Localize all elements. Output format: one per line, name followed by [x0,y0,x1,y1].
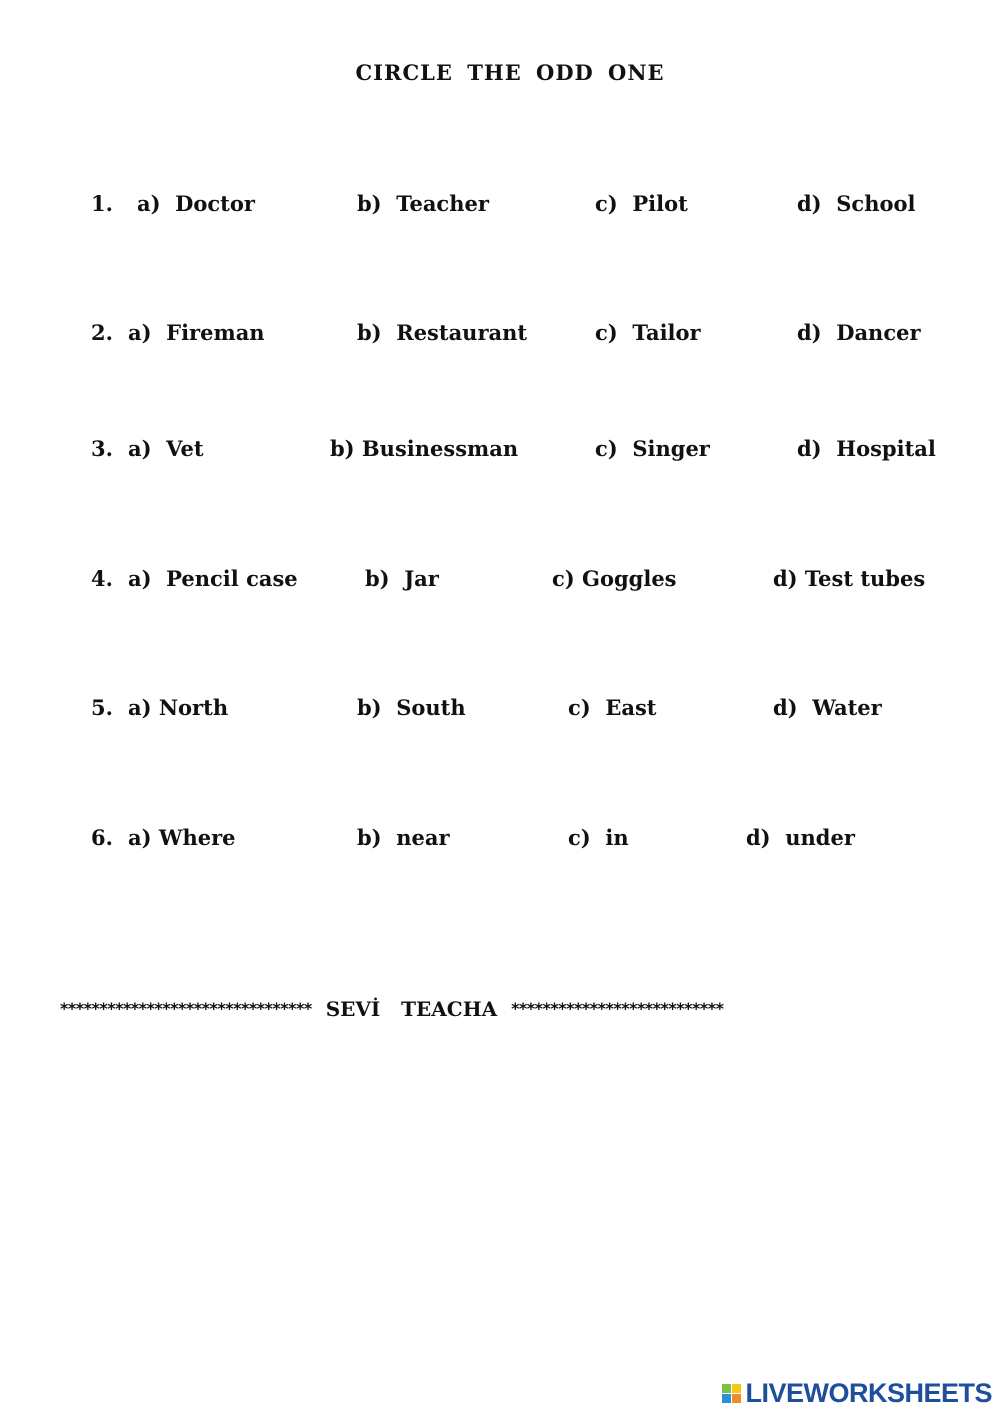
option-d[interactable]: d) School [797,191,916,216]
option-a[interactable]: a) Vet [128,436,204,461]
stars-right: *************************** [511,999,724,1018]
worksheet-title: CIRCLE THE ODD ONE [355,60,665,85]
option-b[interactable]: b) Jar [365,566,439,591]
question-5 [0,695,1000,725]
option-b[interactable]: b) near [357,825,450,850]
question-number: 1. [91,191,113,216]
question-3 [0,436,1000,466]
option-b[interactable]: b) Teacher [357,191,489,216]
option-b[interactable]: b) Businessman [330,436,519,461]
option-c[interactable]: c) in [568,825,629,850]
author-name: SEVİ TEACHA [325,997,498,1021]
option-c[interactable]: c) Goggles [552,566,677,591]
question-6 [0,825,1000,855]
question-1 [0,191,1000,221]
option-a[interactable]: a) Where [128,825,236,850]
question-2 [0,320,1000,350]
liveworksheets-brand [722,1379,992,1407]
option-d[interactable]: d) under [746,825,855,850]
liveworksheets-logo-icon [722,1384,741,1403]
question-number: 5. [91,695,113,720]
option-d[interactable]: d) Water [773,695,882,720]
option-d[interactable]: d) Test tubes [773,566,926,591]
option-c[interactable]: c) East [568,695,657,720]
option-b[interactable]: b) Restaurant [357,320,528,345]
option-a[interactable]: a) Doctor [137,191,255,216]
question-number: 4. [91,566,113,591]
question-number: 2. [91,320,113,345]
option-c[interactable]: c) Pilot [595,191,688,216]
question-number: 6. [91,825,113,850]
author-footer [60,997,723,1021]
option-a[interactable]: a) Fireman [128,320,265,345]
question-4 [0,566,1000,596]
option-d[interactable]: d) Dancer [797,320,921,345]
option-c[interactable]: c) Tailor [595,320,701,345]
option-b[interactable]: b) South [357,695,466,720]
option-a[interactable]: a) North [128,695,229,720]
option-d[interactable]: d) Hospital [797,436,936,461]
option-c[interactable]: c) Singer [595,436,710,461]
question-number: 3. [91,436,113,461]
stars-left: ******************************** [60,999,312,1018]
option-a[interactable]: a) Pencil case [128,566,298,591]
brand-name: LIVEWORKSHEETS [745,1377,992,1408]
